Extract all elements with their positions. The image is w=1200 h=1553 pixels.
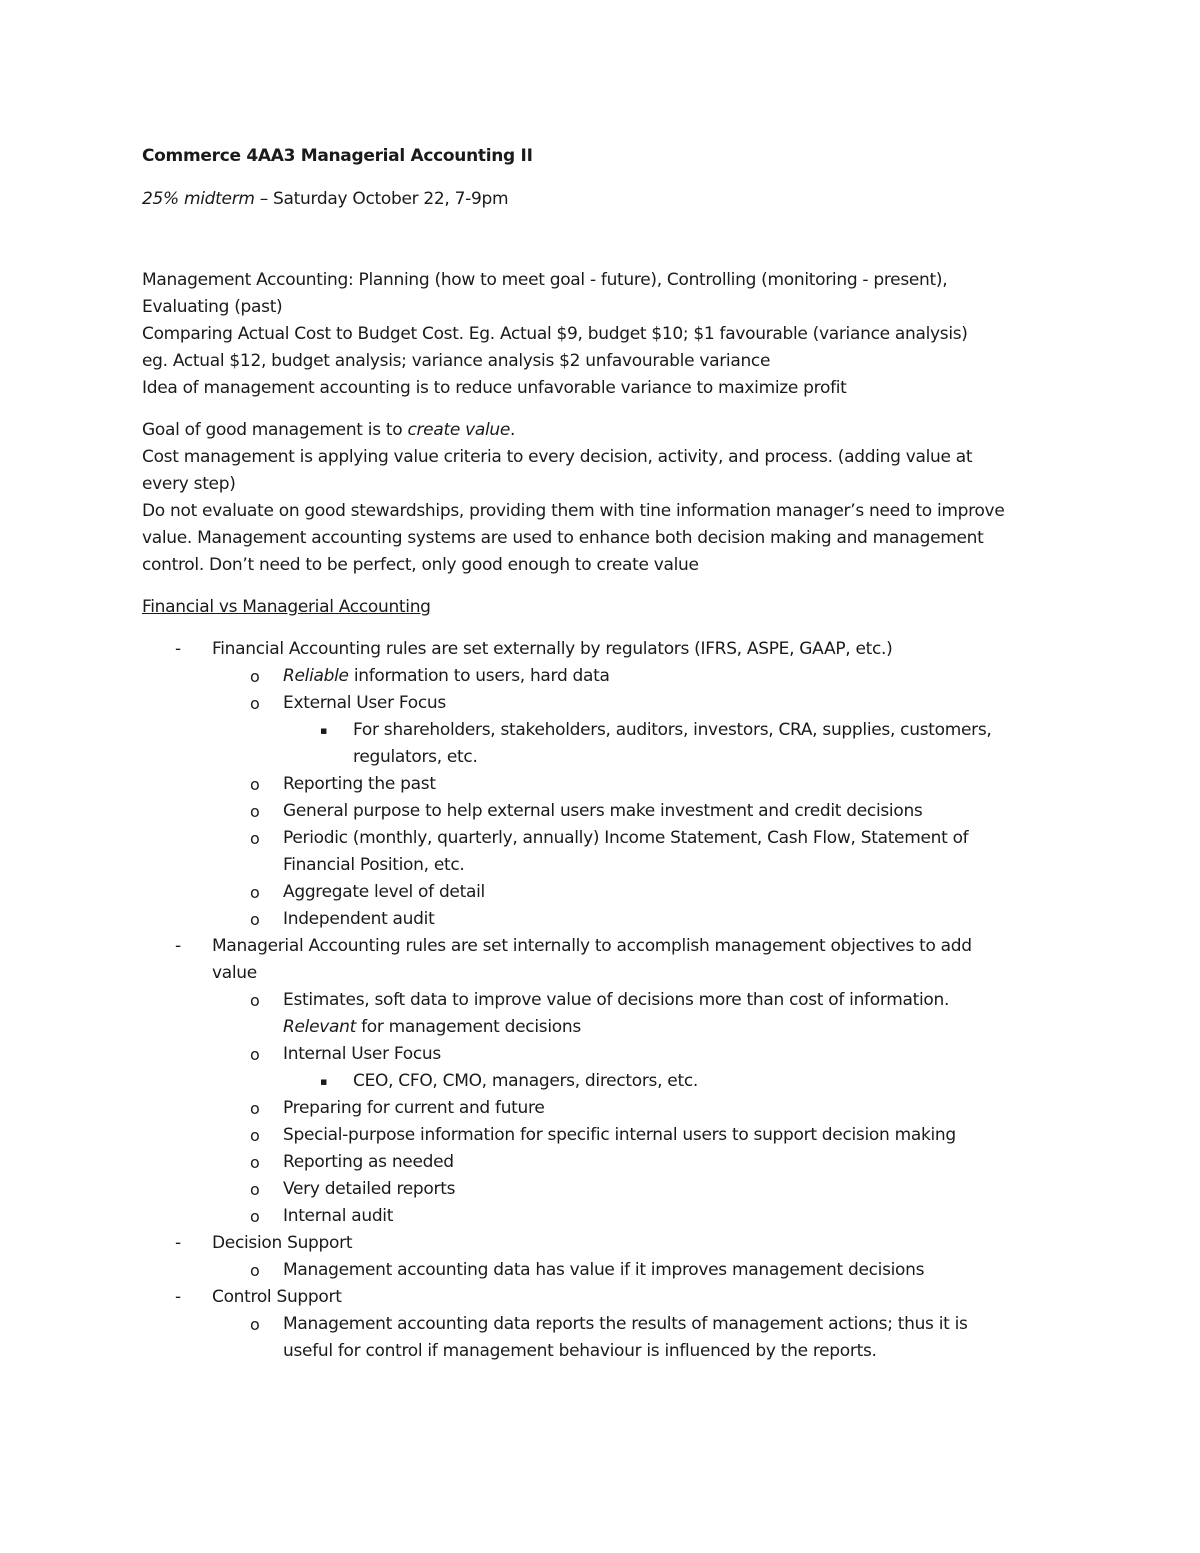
goal-emphasis: create value <box>407 420 511 440</box>
bullet-text: Financial Accounting rules are set externally by regulators (IFRS, ASPE, GAAP, etc.) <box>212 639 893 659</box>
bullet-text: Decision Support <box>212 1233 353 1253</box>
bullet-text: Very detailed reports <box>283 1179 456 1199</box>
bullet-text: Reporting as needed <box>283 1152 454 1172</box>
square-bullet: ▪ <box>320 724 328 737</box>
intro-line: Management Accounting: Planning (how to meet goal - future), Controlling (monitoring - present), <box>142 270 948 290</box>
document-body <box>142 143 1062 1365</box>
bullet-text: Control Support <box>212 1287 342 1307</box>
bullet-text: Aggregate level of detail <box>283 882 485 902</box>
value-line: every step) <box>142 474 236 494</box>
bullet-decision-support <box>142 1230 1062 1257</box>
intro-line: eg. Actual $12, budget analysis; variance analysis $2 unfavourable variance <box>142 351 771 371</box>
circle-bullet: o <box>250 910 260 929</box>
goal-suffix: . <box>510 420 516 440</box>
sub-bullet <box>142 1176 1062 1203</box>
circle-bullet: o <box>250 1153 260 1172</box>
document-title: Commerce 4AA3 Managerial Accounting II <box>142 146 533 166</box>
circle-bullet: o <box>250 883 260 902</box>
sub-bullet <box>142 1257 1062 1284</box>
continuation-line: useful for control if management behaviour is influenced by the reports. <box>283 1341 877 1361</box>
value-line: Cost management is applying value criteria to every decision, activity, and process. (adding value at <box>142 447 973 467</box>
circle-bullet: o <box>250 1180 260 1199</box>
continuation-line: regulators, etc. <box>353 747 478 767</box>
continuation-line <box>142 1014 1062 1041</box>
sub-bullet <box>142 1203 1062 1230</box>
sub-bullet <box>142 663 1062 690</box>
circle-bullet: o <box>250 991 260 1010</box>
sub-bullet <box>142 1149 1062 1176</box>
bullet-text: Internal audit <box>283 1206 394 1226</box>
continuation-line: Financial Position, etc. <box>283 855 465 875</box>
circle-bullet: o <box>250 694 260 713</box>
sub-bullet <box>142 1095 1062 1122</box>
bullet-text: CEO, CFO, CMO, managers, directors, etc. <box>353 1071 698 1091</box>
circle-bullet: o <box>250 667 260 686</box>
bullet-text: For shareholders, stakeholders, auditors, investors, CRA, supplies, customers, <box>353 720 992 740</box>
circle-bullet: o <box>250 1315 260 1334</box>
continuation-line: value <box>212 963 257 983</box>
bullet-financial <box>142 636 1062 663</box>
bullet-text: General purpose to help external users make investment and credit decisions <box>283 801 923 821</box>
dash-bullet: - <box>175 936 181 956</box>
goal-line <box>142 417 1062 444</box>
sub-bullet <box>142 1041 1062 1068</box>
bullet-text: Estimates, soft data to improve value of decisions more than cost of information. <box>283 990 950 1010</box>
sub-bullet <box>142 987 1062 1014</box>
value-line: value. Management accounting systems are used to enhance both decision making and management <box>142 528 984 548</box>
sub-bullet <box>142 1311 1062 1338</box>
goal-prefix: Goal of good management is to <box>142 420 408 440</box>
value-line: Do not evaluate on good stewardships, providing them with tine information manager’s need to improve <box>142 501 1005 521</box>
midterm-label: 25% midterm <box>142 189 255 209</box>
circle-bullet: o <box>250 829 260 848</box>
reliable-emphasis: Reliable <box>283 666 349 686</box>
circle-bullet: o <box>250 1261 260 1280</box>
bullet-text: Internal User Focus <box>283 1044 441 1064</box>
bullet-text: Independent audit <box>283 909 435 929</box>
sub-sub-bullet <box>142 717 1062 744</box>
midterm-details: – Saturday October 22, 7-9pm <box>254 189 509 209</box>
bullet-control-support <box>142 1284 1062 1311</box>
bullet-text: Periodic (monthly, quarterly, annually) Income Statement, Cash Flow, Statement of <box>283 828 969 848</box>
sub-sub-bullet <box>142 1068 1062 1095</box>
bullet-text: Management accounting data reports the results of management actions; thus it is <box>283 1314 968 1334</box>
circle-bullet: o <box>250 775 260 794</box>
sub-bullet <box>142 690 1062 717</box>
intro-line: Idea of management accounting is to reduce unfavorable variance to maximize profit <box>142 378 847 398</box>
sub-bullet <box>142 798 1062 825</box>
value-line: control. Don’t need to be perfect, only good enough to create value <box>142 555 699 575</box>
square-bullet: ▪ <box>320 1075 328 1088</box>
relevant-emphasis: Relevant <box>283 1017 356 1037</box>
bullet-text: External User Focus <box>283 693 446 713</box>
circle-bullet: o <box>250 1045 260 1064</box>
dash-bullet: - <box>175 1233 181 1253</box>
sub-bullet <box>142 879 1062 906</box>
sub-bullet <box>142 825 1062 852</box>
bullet-text: Management accounting data has value if it improves management decisions <box>283 1260 925 1280</box>
bullet-text: Managerial Accounting rules are set internally to accomplish management objectives to add <box>212 936 972 956</box>
sub-bullet <box>142 1122 1062 1149</box>
midterm-line <box>142 186 1062 213</box>
circle-bullet: o <box>250 1207 260 1226</box>
section-heading: Financial vs Managerial Accounting <box>142 597 431 617</box>
sub-bullet <box>142 906 1062 933</box>
dash-bullet: - <box>175 1287 181 1307</box>
bullet-text: Preparing for current and future <box>283 1098 545 1118</box>
circle-bullet: o <box>250 802 260 821</box>
bullet-text: Reporting the past <box>283 774 436 794</box>
circle-bullet: o <box>250 1126 260 1145</box>
circle-bullet: o <box>250 1099 260 1118</box>
intro-line: Evaluating (past) <box>142 297 283 317</box>
sub-bullet <box>142 771 1062 798</box>
bullet-text: for management decisions <box>355 1017 581 1037</box>
bullet-text: Special-purpose information for specific internal users to support decision making <box>283 1125 956 1145</box>
bullet-text: information to users, hard data <box>348 666 610 686</box>
dash-bullet: - <box>175 639 181 659</box>
bullet-managerial <box>142 933 1062 960</box>
intro-line: Comparing Actual Cost to Budget Cost. Eg. Actual $9, budget $10; $1 favourable (variance analysis) <box>142 324 968 344</box>
